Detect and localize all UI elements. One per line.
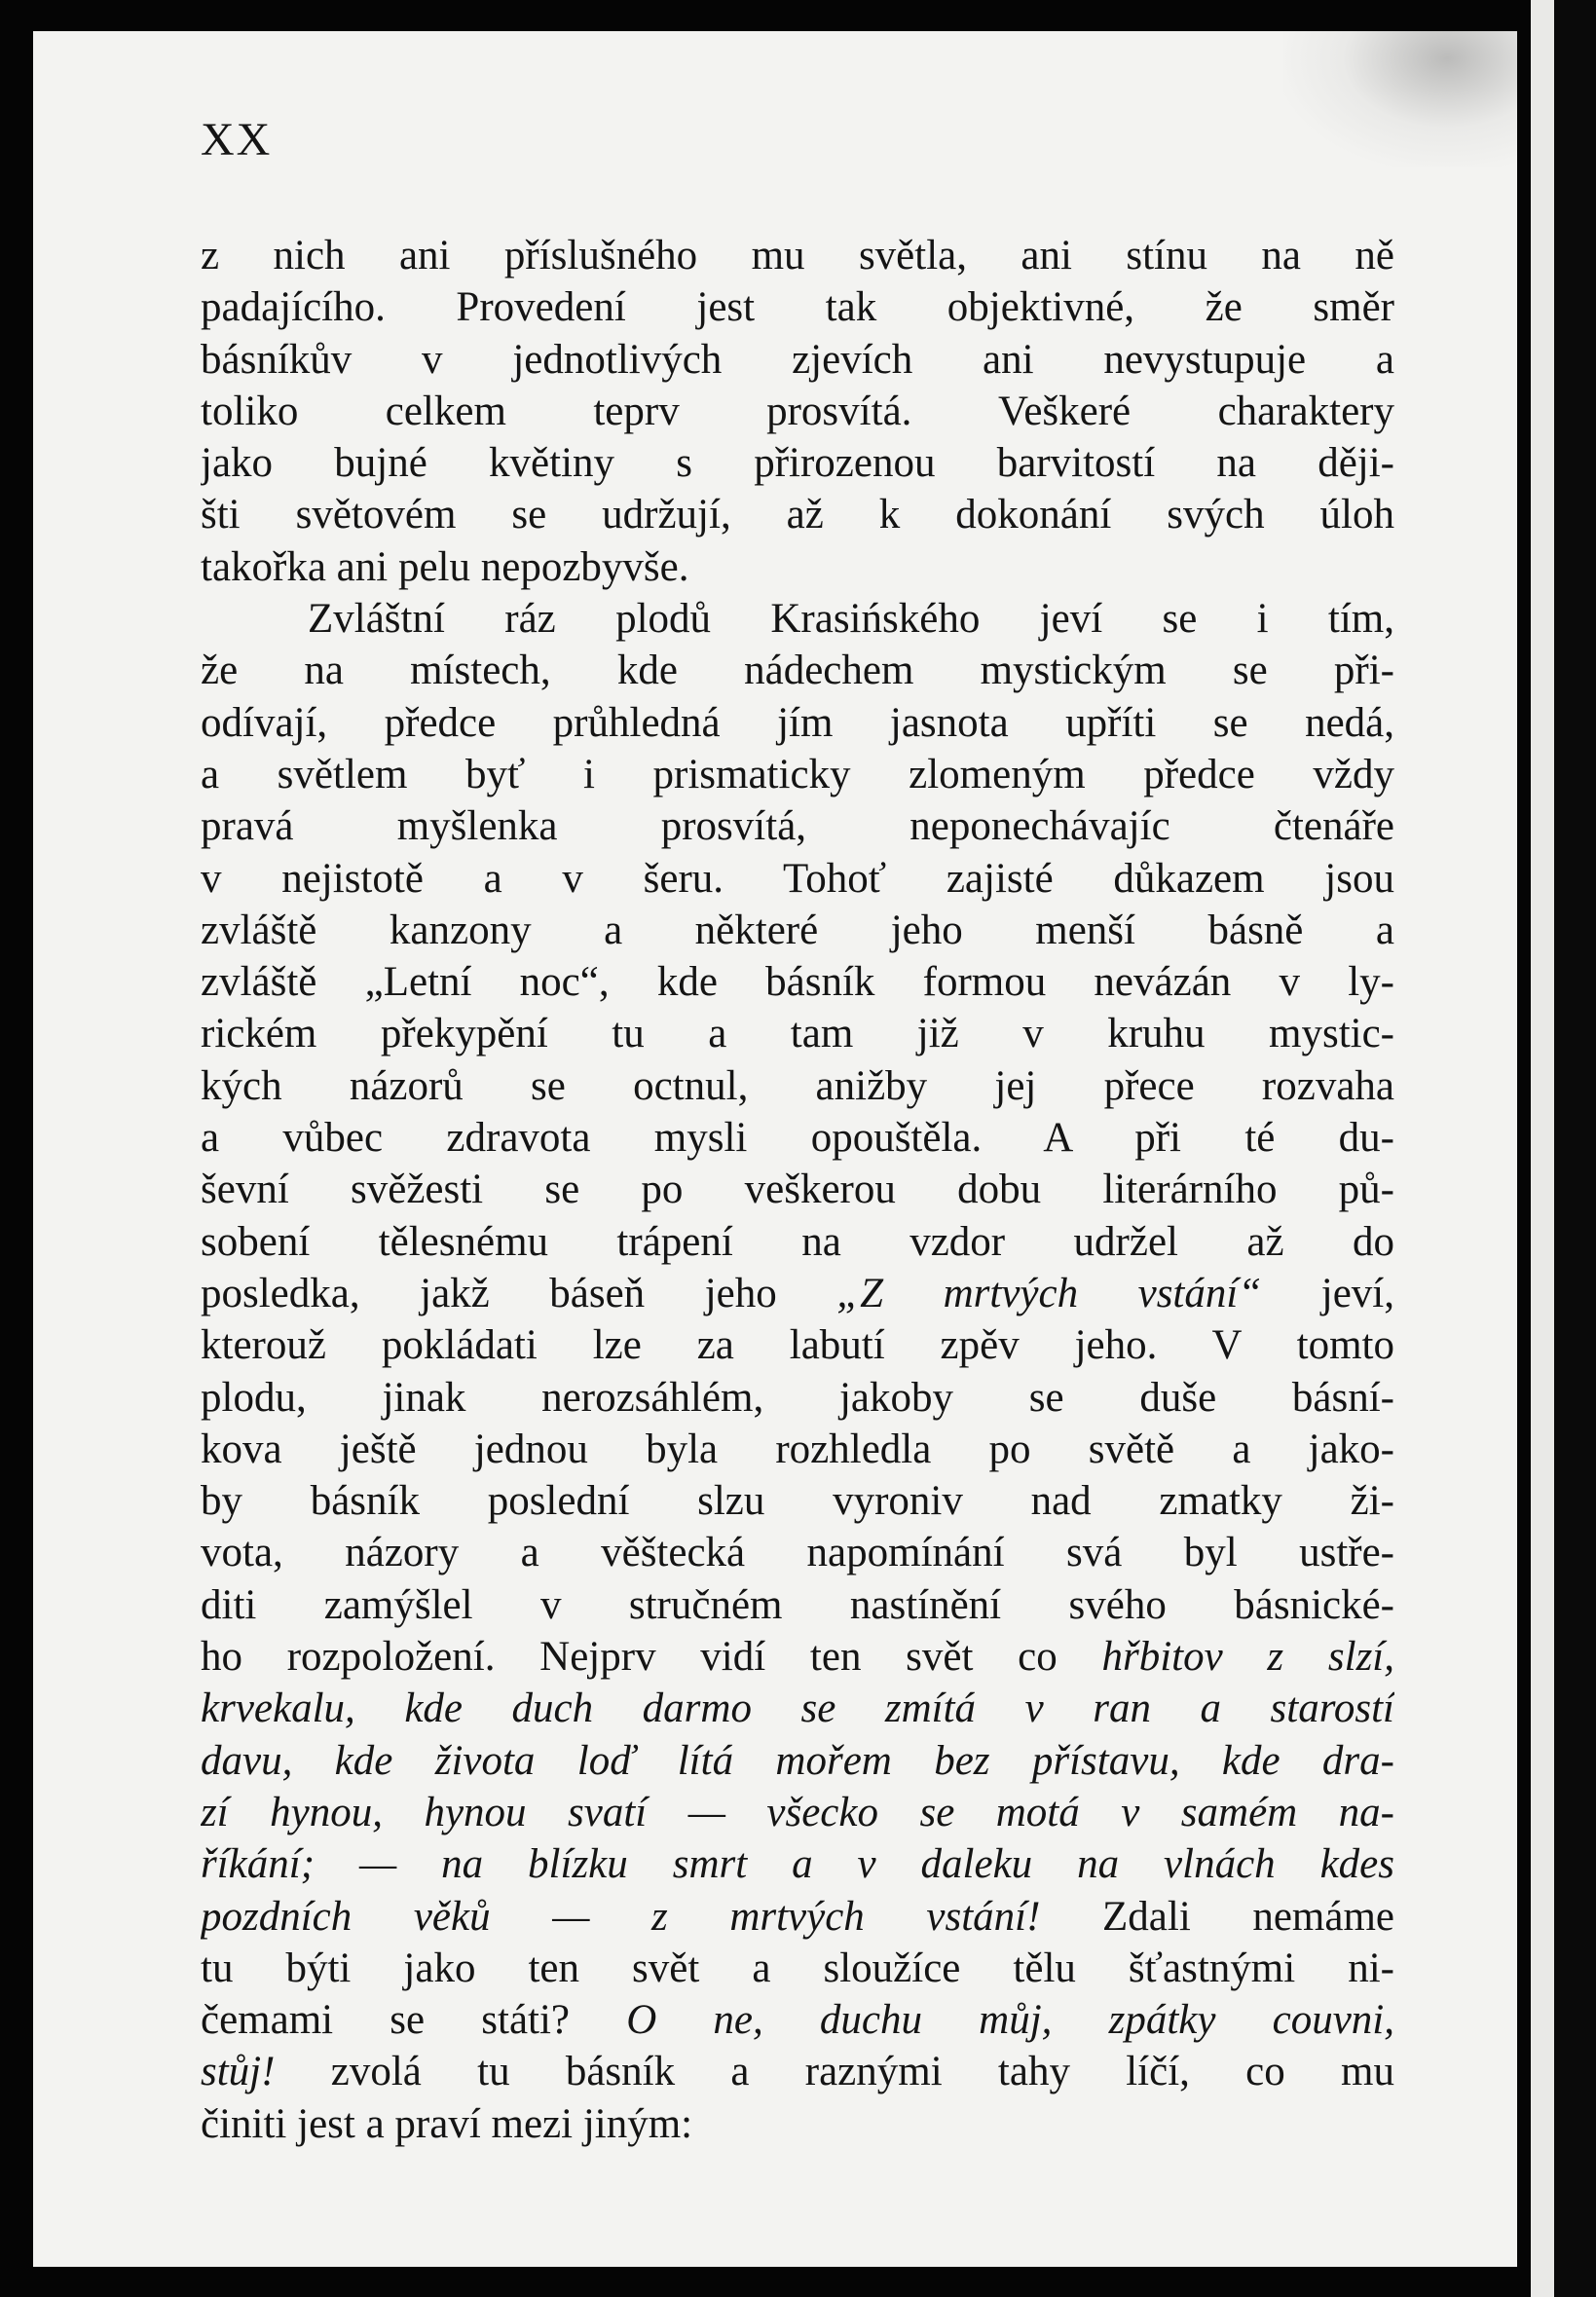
text-segment: šti světovém se udržují, až k dokonání svých úloh (201, 492, 1394, 538)
text-segment: zvolá tu básník a raznými tahy líčí, co mu (275, 2049, 1394, 2095)
text-segment: rickém překypění tu a tam již v kruhu mystic- (201, 1011, 1394, 1057)
text-segment: tu býti jako ten svět a sloužíce tělu šťastnými ni- (201, 1945, 1394, 1991)
text-segment: kova ještě jednou byla rozhledla po světě a jako- (201, 1426, 1394, 1472)
italic-text: hřbitov z slzí, (1101, 1634, 1394, 1681)
text-line (201, 2098, 1394, 2150)
text-line (201, 1475, 1394, 1527)
text-segment: ho rozpoložení. Nejprv vidí ten svět co (201, 1634, 1102, 1681)
body-text (201, 230, 1394, 2150)
italic-text: O ne, duchu můj, zpátky couvni, (626, 1997, 1394, 2044)
text-segment: odívají, předce průhledná jím jasnota upříti se nedá, (201, 699, 1394, 746)
text-segment: padajícího. Provedení jest tak objektivné, že směr (201, 284, 1394, 331)
text-line (201, 645, 1394, 696)
text-segment: a světlem byť i prismaticky zlomeným předce vždy (201, 751, 1394, 797)
text-segment: že na místech, kde nádechem mystickým se při- (201, 648, 1394, 694)
text-line (201, 386, 1394, 437)
text-segment: takořka ani pelu nepozbyvše. (201, 543, 689, 590)
text-segment: plodu, jinak nerozsáhlém, jakoby se duše básní- (201, 1374, 1394, 1421)
text-segment: jeví, (1261, 1270, 1394, 1316)
text-line (201, 1527, 1394, 1578)
text-segment: Zvláštní ráz plodů Krasińského jeví se i tím, (308, 596, 1394, 643)
text-segment: sobení tělesnému trápení na vzdor udržel až do (201, 1218, 1394, 1265)
text-line (201, 1943, 1394, 1994)
text-segment: z nich ani příslušného mu světla, ani stínu na ně (201, 233, 1394, 278)
text-line (201, 1891, 1394, 1943)
page-stain (1283, 31, 1517, 167)
text-segment: posledka, jakž báseň jeho (201, 1270, 837, 1316)
text-line (201, 1838, 1394, 1890)
text-line (201, 230, 1394, 281)
text-segment: ševní svěžesti se po veškerou dobu literárního pů- (201, 1167, 1394, 1213)
text-segment: zvláště kanzony a některé jeho menší básně a (201, 907, 1394, 953)
text-line (201, 1994, 1394, 2046)
text-line (201, 334, 1394, 386)
page-number: XX (201, 114, 273, 166)
text-line (201, 1319, 1394, 1371)
text-line (201, 1060, 1394, 1112)
text-line (201, 1268, 1394, 1319)
italic-text: pozdních věků — z mrtvých vstání! (201, 1893, 1041, 1940)
text-segment: a vůbec zdravota mysli opouštěla. A při té du- (201, 1115, 1394, 1162)
italic-text: krvekalu, kde duch darmo se zmítá v ran a starostí (201, 1686, 1394, 1732)
text-line (201, 1735, 1394, 1787)
text-line (201, 1112, 1394, 1164)
text-segment: v nejistotě a v šeru. Tohoť zajisté důkazem jsou (201, 855, 1394, 902)
text-segment: básníkův v jednotlivých zjevích ani nevystupuje a (201, 336, 1394, 383)
text-segment: pravá myšlenka prosvítá, neponechávajíc čtenáře (201, 803, 1394, 850)
text-line (201, 1683, 1394, 1734)
text-segment: kých názorů se octnul, anižby jej přece rozvaha (201, 1062, 1394, 1109)
italic-text: davu, kde života loď lítá mořem bez přístavu, kde dra- (201, 1737, 1394, 1784)
text-line (201, 1424, 1394, 1475)
text-line (201, 853, 1394, 905)
text-segment: vota, názory a věštecká napomínání svá byl ustře- (201, 1530, 1394, 1576)
text-line (201, 593, 1394, 645)
text-line (201, 1216, 1394, 1268)
text-line (201, 800, 1394, 852)
text-line (201, 956, 1394, 1008)
text-line (201, 2046, 1394, 2097)
adjacent-page-edge (1531, 0, 1554, 2297)
text-line (201, 697, 1394, 749)
text-line (201, 1579, 1394, 1631)
text-segment: jako bujné květiny s přirozenou barvitostí na ději- (201, 440, 1394, 487)
text-line (201, 489, 1394, 540)
text-line (201, 281, 1394, 333)
text-line (201, 1787, 1394, 1838)
text-segment: činiti jest a praví mezi jiným: (201, 2100, 693, 2147)
italic-text: říkání; — na blízku smrt a v daleku na vlnách kdes (201, 1841, 1394, 1888)
text-segment: diti zamýšlel v stručném nastínění svého básnické- (201, 1581, 1394, 1628)
text-line (201, 1631, 1394, 1683)
text-line (201, 437, 1394, 489)
scan-border (1554, 0, 1596, 2297)
text-segment: toliko celkem teprv prosvítá. Veškeré charaktery (201, 388, 1394, 434)
text-line (201, 749, 1394, 800)
text-line (201, 1372, 1394, 1424)
text-line (201, 1008, 1394, 1059)
text-segment: zvláště „Letní noc“, kde básník formou nevázán v ly- (201, 959, 1394, 1006)
text-segment: by básník poslední slzu vyroniv nad zmatky ži- (201, 1478, 1394, 1525)
text-segment: kterouž pokládati lze za labutí zpěv jeho. V tomto (201, 1322, 1394, 1369)
italic-text: „Z mrtvých vstání“ (836, 1270, 1262, 1316)
text-line (201, 1164, 1394, 1215)
text-segment: čemami se státi? (201, 1997, 627, 2044)
italic-text: stůj! (201, 2049, 276, 2095)
italic-text: zí hynou, hynou svatí — všecko se motá v samém na- (201, 1789, 1394, 1835)
text-line (201, 541, 1394, 593)
text-segment: Zdali nemáme (1040, 1893, 1394, 1940)
text-line (201, 905, 1394, 956)
